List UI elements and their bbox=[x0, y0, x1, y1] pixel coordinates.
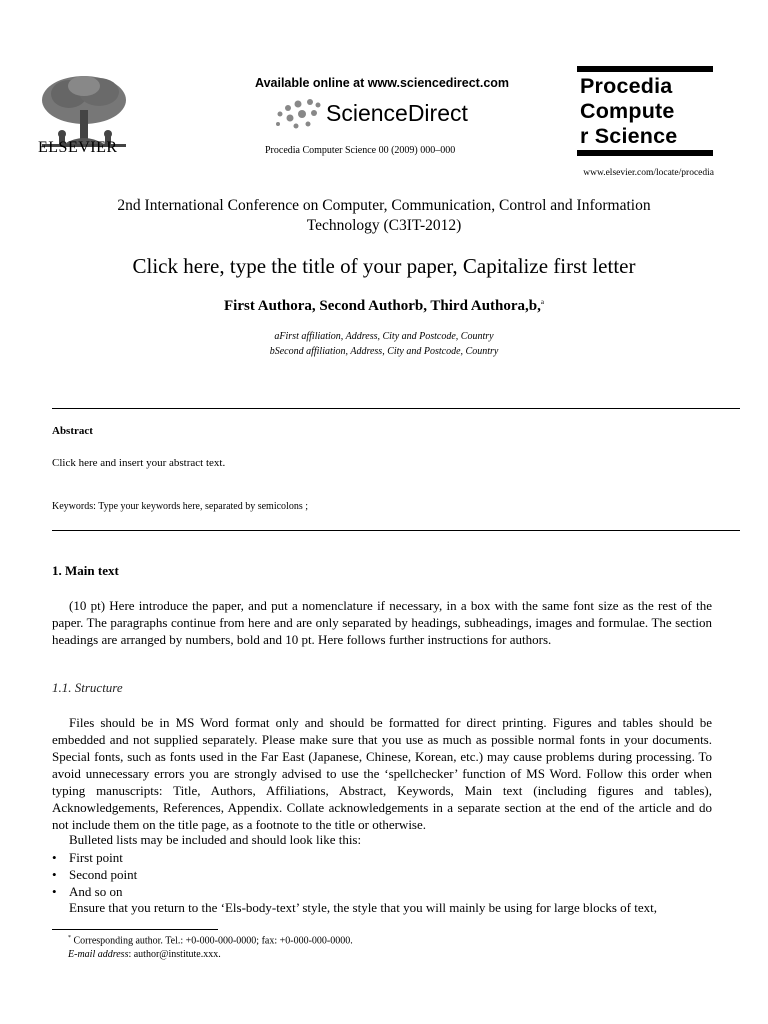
section-heading-main-text: 1. Main text bbox=[52, 563, 119, 578]
sciencedirect-dots-icon bbox=[272, 96, 324, 130]
abstract-text: Click here and insert your abstract text. bbox=[52, 457, 226, 469]
journal-url: www.elsevier.com/locate/procedia bbox=[583, 168, 714, 178]
journal-title-box bbox=[577, 66, 713, 156]
paragraph-intro-text: (10 pt) Here introduce the paper, and put a nomenclature if necessary, in a box with the same font size as the rest of the paper. The paragraphs continue from here and are only separated by headings, subheadings, images and formulae. The section headings are arranged by numbers, bold and 10 pt. Here follows further instructions for authors. bbox=[52, 598, 712, 647]
author-names: First Authora, Second Authorb, Third Authora,b, bbox=[224, 298, 541, 314]
list-item-text: First point bbox=[69, 850, 123, 865]
publisher-name: ELSEVIER bbox=[38, 139, 118, 156]
abstract-bottom-rule bbox=[52, 530, 740, 531]
author-list bbox=[60, 298, 708, 315]
bullet-icon: • bbox=[52, 884, 57, 899]
sciencedirect-wordmark: ScienceDirect bbox=[326, 100, 468, 126]
footnote-mark: * bbox=[68, 935, 71, 941]
available-online-text: Available online at www.sciencedirect.com bbox=[255, 76, 510, 90]
paragraph-intro bbox=[52, 597, 712, 648]
email-value: : author@institute.xxx. bbox=[128, 949, 221, 960]
author-superscript: a bbox=[540, 298, 544, 306]
paragraph-structure-text: Files should be in MS Word format only and should be formatted for direct printing. Figures and tables should be embedded and not supplied separately. Please make sure that you use as much as possible normal fonts in your documents. Special fonts, such as fonts used in the Far East (Japanese, Chinese, Korean, etc.) may cause problems during processing. To avoid unnecessary errors you are strongly advised to use the ‘spellchecker’ function of MS Word. Follow this order when typing manuscripts: Title, Authors, Affiliations, Abstract, Keywords, Main text (including figures and tables), Acknowledgements, References, Appendix. Collate acknowledgements in a separate section at the end of the article and do not include them on the title page, as a footnote to the title or otherwise. bbox=[52, 715, 712, 832]
footnote-corresponding-text: Corresponding author. Tel.: +0-000-000-0000; fax: +0-000-000-0000. bbox=[73, 935, 353, 947]
journal-citation-line: Procedia Computer Science 00 (2009) 000–000 bbox=[265, 145, 456, 156]
list-item bbox=[52, 849, 137, 866]
affiliation-b: bSecond affiliation, Address, City and Postcode, Country bbox=[269, 346, 499, 357]
footnote-email bbox=[68, 949, 221, 960]
affiliation-a: aFirst affiliation, Address, City and Postcode, Country bbox=[274, 331, 494, 342]
email-label: E-mail address bbox=[68, 949, 129, 960]
paragraph-style-note: Ensure that you return to the ‘Els-body-text’ style, the style that you will mainly be using for large blocks of text, bbox=[69, 900, 658, 915]
subsection-heading-structure: 1.1. Structure bbox=[52, 680, 123, 695]
bullet-list bbox=[52, 849, 137, 900]
paper-title: Click here, type the title of your paper, Capitalize first letter bbox=[132, 254, 636, 278]
journal-title: Procedia Compute r Science bbox=[580, 74, 678, 148]
list-item bbox=[52, 883, 137, 900]
bullet-icon: • bbox=[52, 850, 57, 865]
abstract-top-rule bbox=[52, 408, 740, 409]
keywords-line: Keywords: Type your keywords here, separated by semicolons ; bbox=[52, 501, 308, 512]
footnote-rule bbox=[52, 929, 218, 930]
list-item-text: And so on bbox=[69, 884, 123, 899]
abstract-heading: Abstract bbox=[52, 425, 93, 437]
list-item bbox=[52, 866, 137, 883]
conference-name: 2nd International Conference on Computer, Communication, Control and Information Technology (C3IT-2012) bbox=[117, 197, 651, 234]
paragraph-structure bbox=[52, 714, 712, 833]
list-item-text: Second point bbox=[69, 867, 138, 882]
footnote-corresponding bbox=[68, 935, 353, 946]
bullet-icon: • bbox=[52, 867, 57, 882]
bullet-intro: Bulleted lists may be included and should look like this: bbox=[69, 832, 362, 847]
